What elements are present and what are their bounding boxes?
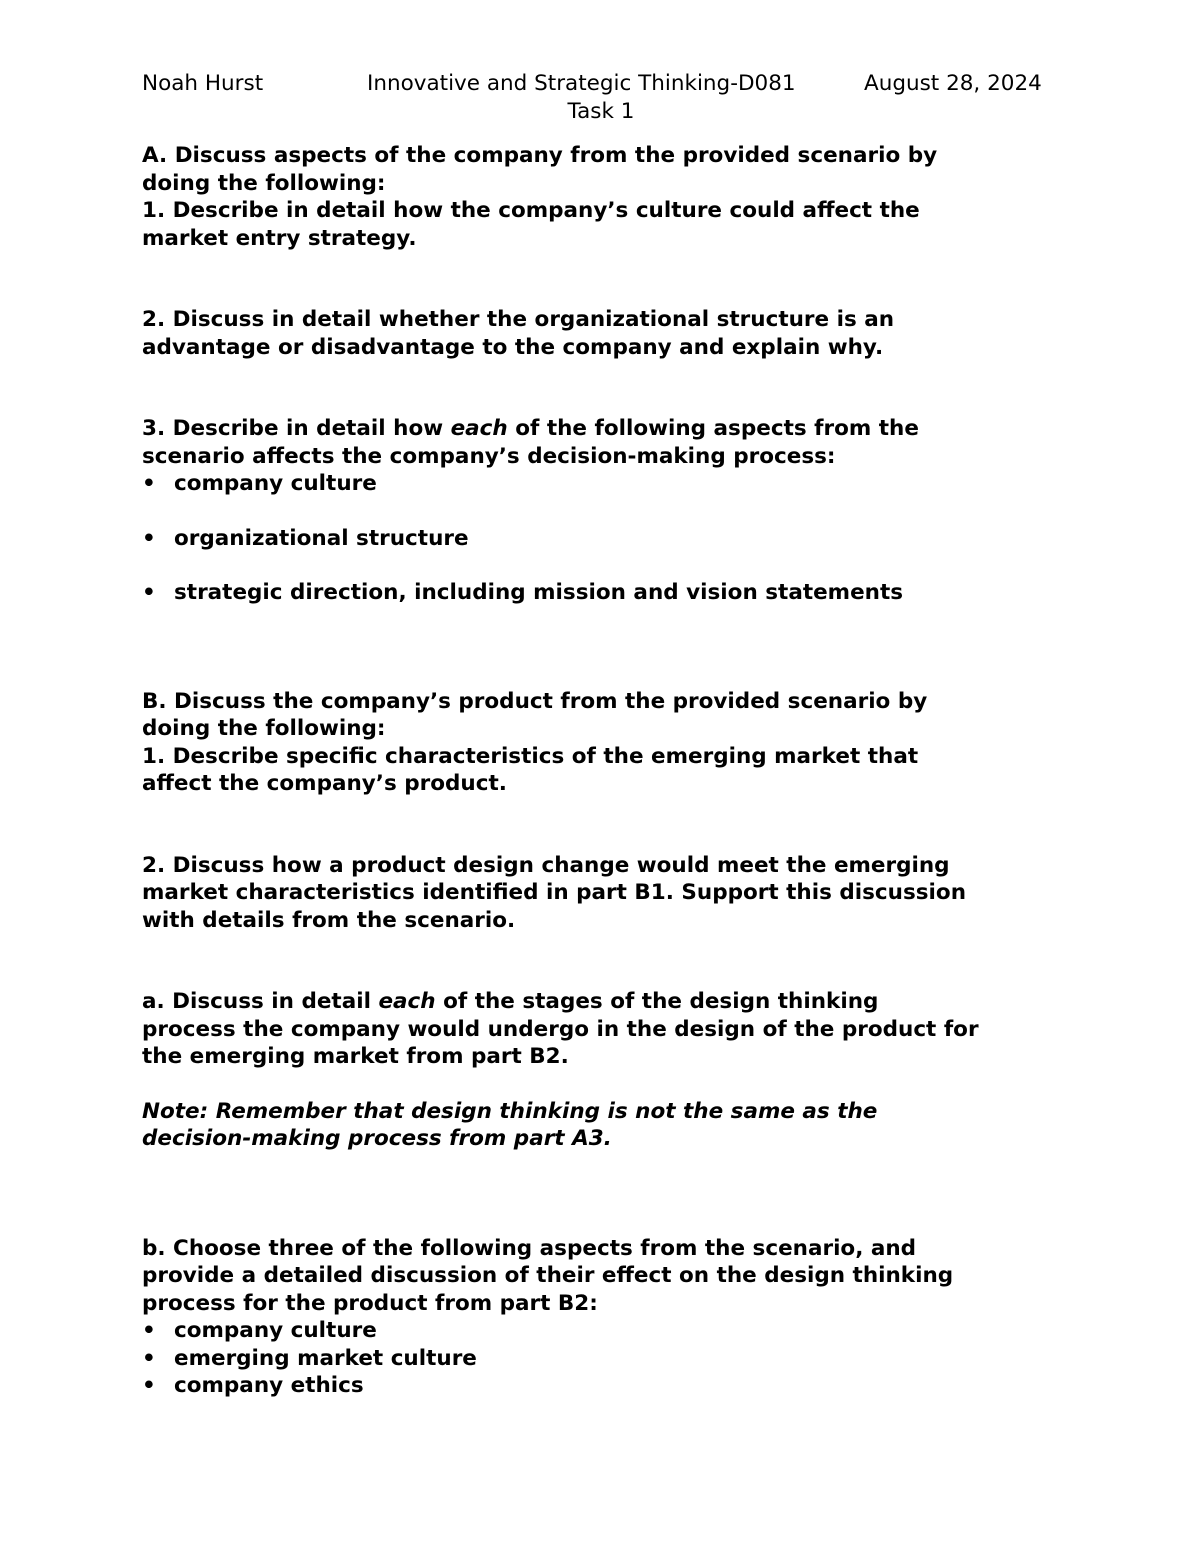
section-b-intro-line-2: doing the following: (142, 716, 386, 741)
question-b2b-line-3: process for the product from part B2: (142, 1290, 598, 1316)
question-b1-line-1: 1. Describe specific characteristics of the emerging market that (142, 743, 919, 769)
section-a-intro-line-1: A. Discuss aspects of the company from the provided scenario by (142, 143, 938, 168)
question-b2-line-2: market characteristics identified in part B1. Support this discussion (142, 880, 967, 905)
section-a-intro-line-2: doing the following: (142, 170, 386, 196)
bullet-icon: • (142, 1373, 156, 1398)
document-page (142, 70, 1062, 1400)
question-a3-line-2: scenario affects the company’s decision-making process: (142, 443, 836, 469)
list-item (142, 1372, 1062, 1400)
question-b2a-line-1 (142, 988, 1062, 1016)
list-item (142, 1345, 1062, 1373)
note-line-2: decision-making process from part A3. (142, 1126, 612, 1151)
list-item (142, 525, 1062, 553)
question-b2-line-1: 2. Discuss how a product design change would meet the emerging (142, 852, 950, 878)
course-title: Innovative and Strategic Thinking-D081 (367, 71, 796, 96)
bullet-icon: • (142, 1345, 156, 1371)
list-item-text: company ethics (174, 1373, 364, 1398)
question-b2a-line-2: process the company would undergo in the design of the product for (142, 1016, 979, 1042)
list-item (142, 470, 1062, 498)
list-item-text: emerging market culture (174, 1345, 477, 1371)
task-title: Task 1 (567, 99, 635, 124)
bullet-icon: • (142, 471, 156, 496)
list-item (142, 579, 1062, 607)
list-item-text: company culture (174, 471, 377, 496)
list-item-text: strategic direction, including mission and vision statements (174, 580, 904, 605)
author-name: Noah Hurst (142, 71, 264, 96)
question-b2a-text-post: of the stages of the design thinking (435, 989, 879, 1014)
question-b2b-line-1: b. Choose three of the following aspects from the scenario, and (142, 1235, 917, 1261)
question-a2-line-1: 2. Discuss in detail whether the organizational structure is an (142, 307, 895, 332)
document-date: August 28, 2024 (864, 71, 1042, 96)
question-b2a-line-3: the emerging market from part B2. (142, 1044, 569, 1069)
document-header (142, 70, 1062, 98)
note-line-1: Note: Remember that design thinking is not the same as the (142, 1098, 878, 1124)
section-b-intro-line-1: B. Discuss the company’s product from the provided scenario by (142, 688, 928, 714)
question-a3-text-pre: 3. Describe in detail how (142, 416, 451, 441)
question-a1-line-1: 1. Describe in detail how the company’s culture could affect the (142, 198, 920, 223)
question-b1-line-2: affect the company’s product. (142, 771, 507, 796)
bullet-icon: • (142, 580, 156, 605)
question-b2b-line-2: provide a detailed discussion of their effect on the design thinking (142, 1263, 954, 1288)
list-item-text: company culture (174, 1318, 377, 1343)
bullet-icon: • (142, 1318, 156, 1343)
question-a2-line-2: advantage or disadvantage to the company and explain why. (142, 334, 884, 360)
question-b2a-emphasis: each (378, 989, 436, 1014)
question-a3-emphasis: each (450, 416, 508, 441)
question-b2a-text-pre: a. Discuss in detail (142, 989, 379, 1014)
question-a3-line-1 (142, 415, 1062, 443)
bullet-icon: • (142, 525, 156, 551)
list-item (142, 1317, 1062, 1345)
question-a3-text-post: of the following aspects from the (507, 416, 919, 441)
list-item-text: organizational structure (174, 525, 469, 551)
question-a1-line-2: market entry strategy. (142, 225, 417, 251)
question-b2-line-3: with details from the scenario. (142, 907, 516, 933)
